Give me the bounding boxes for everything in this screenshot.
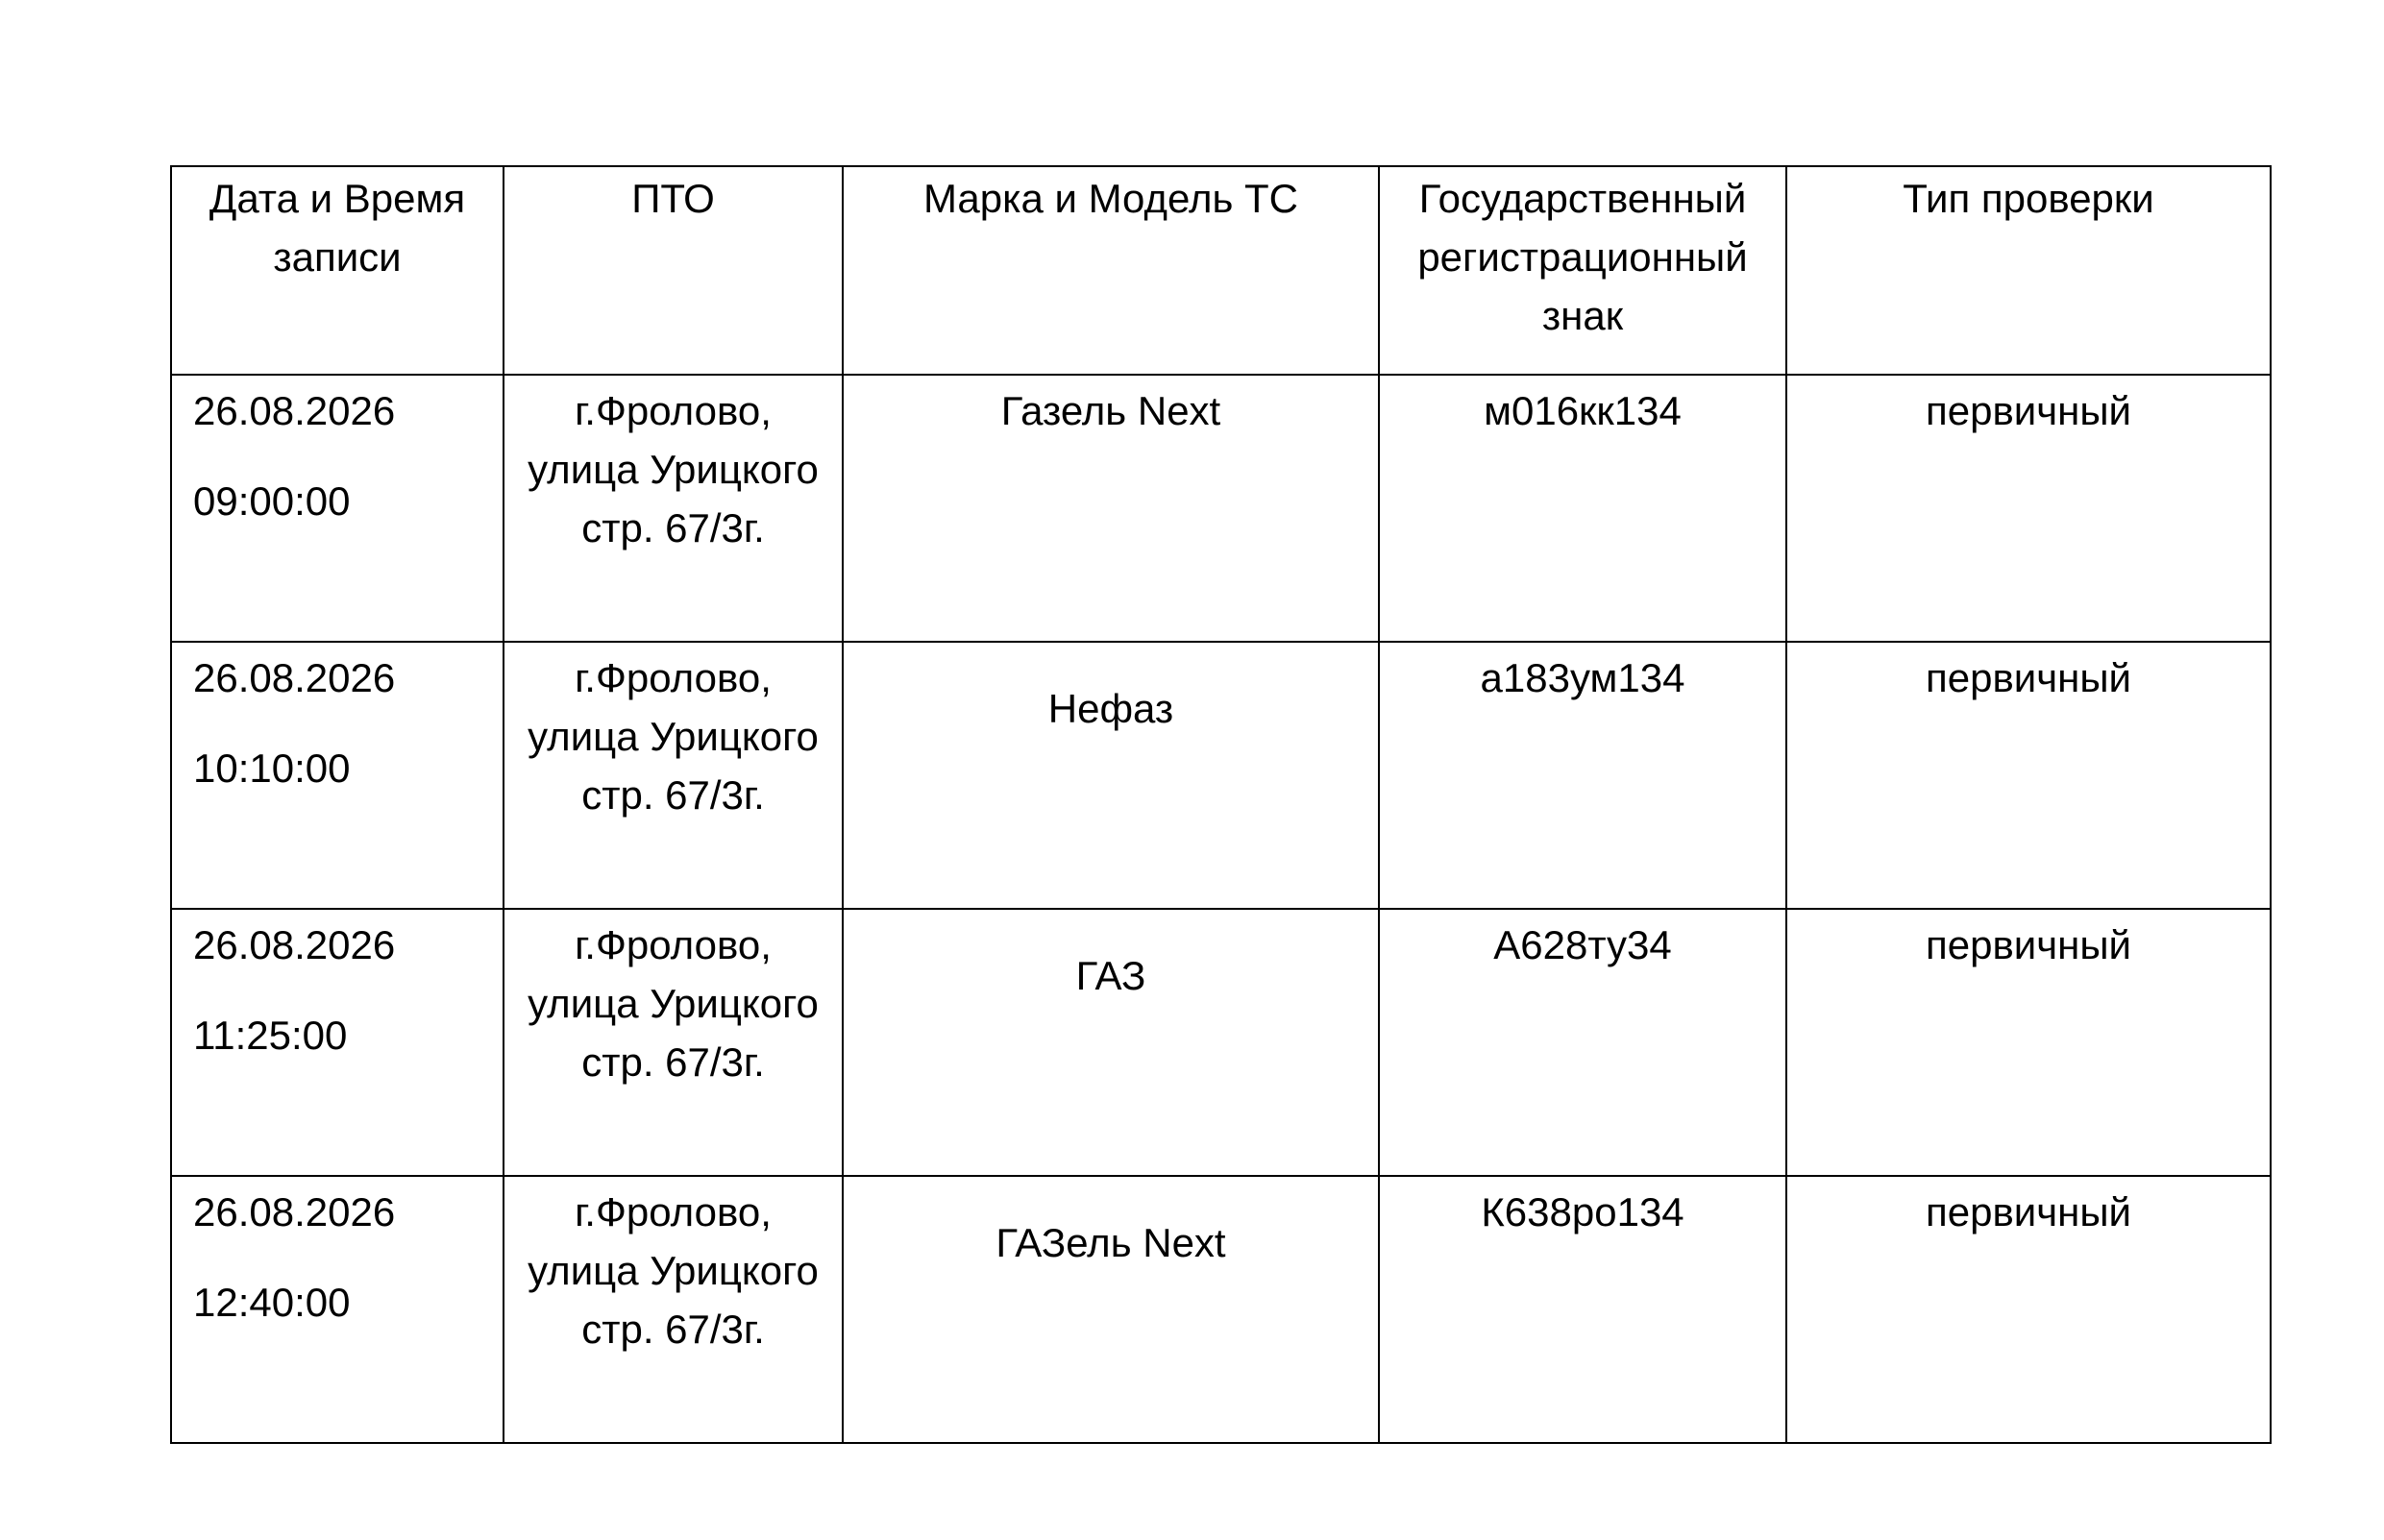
header-plate-number: Государственный регистрационный знак [1379,166,1786,375]
check-type-cell: первичный [1786,375,2271,642]
time-text: 11:25:00 [193,1013,348,1058]
inspection-schedule-table [170,165,2272,1444]
header-vehicle-model: Марка и Модель ТС [843,166,1379,375]
pto-cell: г.Фролово, улица Урицкого стр. 67/3г. [504,642,843,909]
vehicle-model-cell: ГАЗ [843,909,1379,1176]
time-text: 10:10:00 [193,746,351,791]
table-body [171,375,2271,1443]
plate-number-cell: а183ум134 [1379,642,1786,909]
check-type-cell: первичный [1786,642,2271,909]
datetime-cell [171,1176,504,1443]
datetime-cell [171,642,504,909]
header-check-type: Тип проверки [1786,166,2271,375]
pto-cell: г.Фролово, улица Урицкого стр. 67/3г. [504,909,843,1176]
vehicle-model-cell: Газель Next [843,375,1379,642]
date-text: 26.08.2026 [193,922,396,967]
datetime-cell [171,909,504,1176]
table-row [171,1176,2271,1443]
check-type-cell: первичный [1786,909,2271,1176]
pto-cell: г.Фролово, улица Урицкого стр. 67/3г. [504,375,843,642]
vehicle-model-cell: Нефаз [843,642,1379,909]
header-row [171,166,2271,375]
table-header [171,166,2271,375]
header-pto: ПТО [504,166,843,375]
check-type-cell: первичный [1786,1176,2271,1443]
plate-number-cell: А628ту34 [1379,909,1786,1176]
time-text: 12:40:00 [193,1280,351,1325]
date-text: 26.08.2026 [193,655,396,700]
time-text: 09:00:00 [193,478,351,524]
date-text: 26.08.2026 [193,1189,396,1234]
plate-number-cell: м016кк134 [1379,375,1786,642]
table-row [171,909,2271,1176]
table-row [171,375,2271,642]
header-datetime: Дата и Время записи [171,166,504,375]
vehicle-model-cell: ГАЗель Next [843,1176,1379,1443]
datetime-cell [171,375,504,642]
date-text: 26.08.2026 [193,388,396,433]
pto-cell: г.Фролово, улица Урицкого стр. 67/3г. [504,1176,843,1443]
plate-number-cell: К638ро134 [1379,1176,1786,1443]
table-row [171,642,2271,909]
